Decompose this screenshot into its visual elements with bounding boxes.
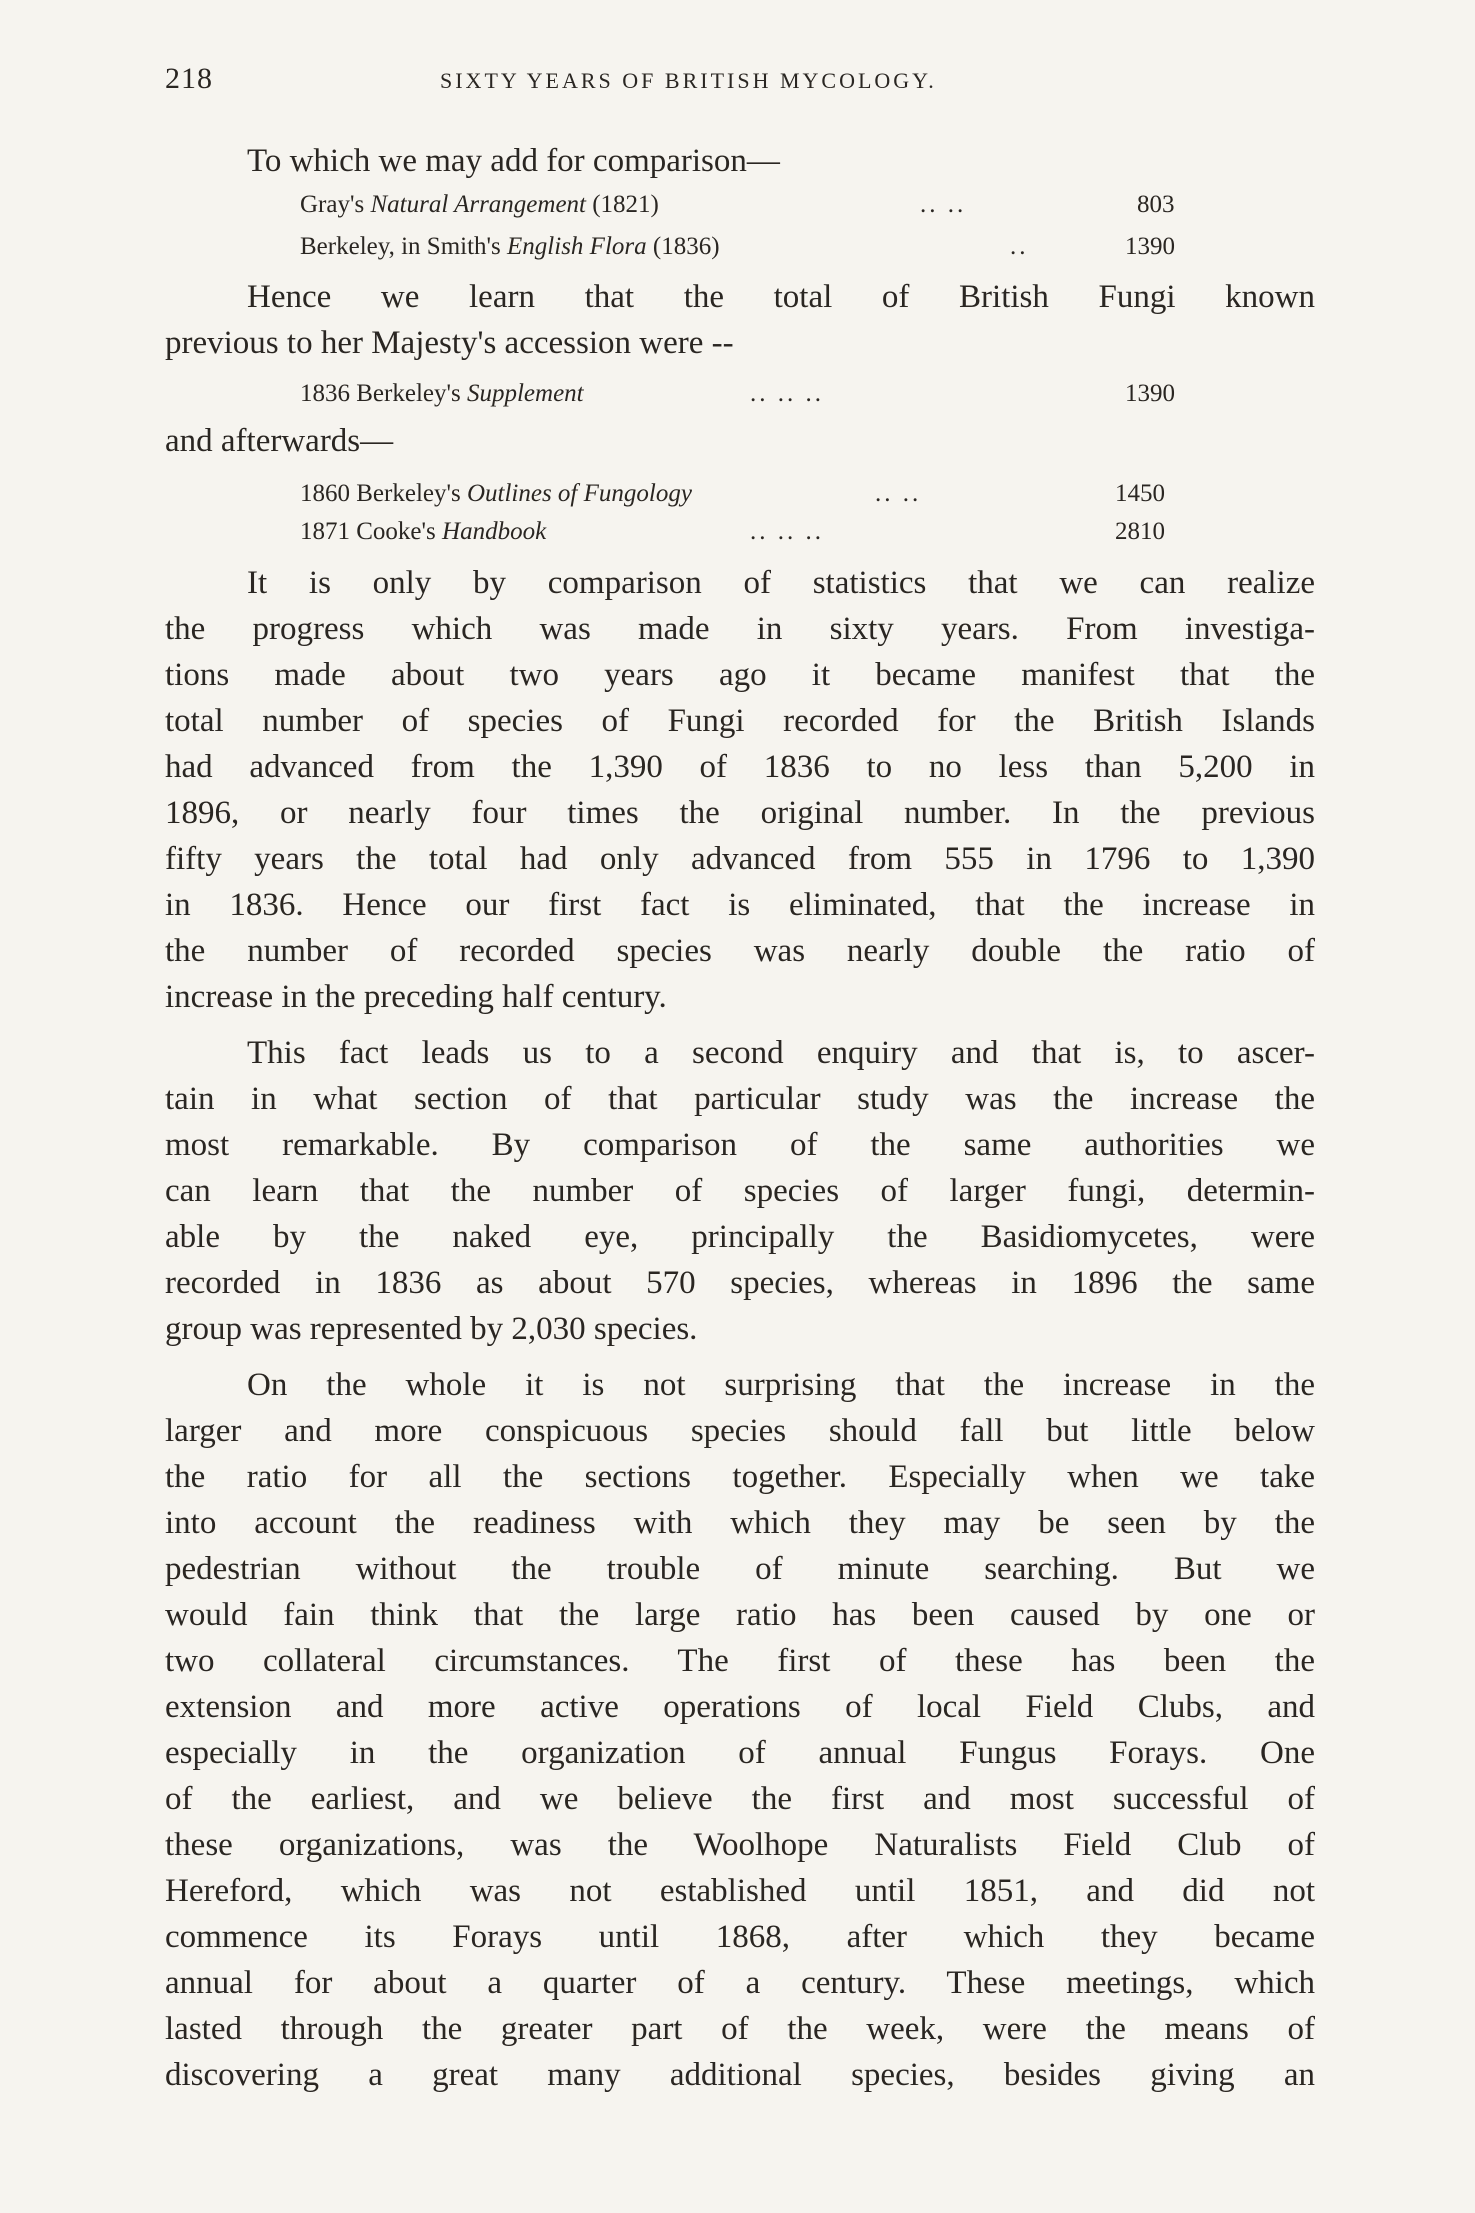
text-line: fifty years the total had only advanced from 555 in 1796 to 1,390 xyxy=(165,841,1315,877)
text-line: able by the naked eye, principally the Basidiomycetes, were xyxy=(165,1219,1315,1255)
text-line: the number of recorded species was nearly double the ratio of xyxy=(165,933,1315,969)
text-line: total number of species of Fungi recorded for the British Islands xyxy=(165,703,1315,739)
text-line: would fain think that the large ratio has been caused by one or xyxy=(165,1597,1315,1633)
text-line: most remarkable. By comparison of the same authorities we xyxy=(165,1127,1315,1163)
text-line: commence its Forays until 1868, after which they became xyxy=(165,1919,1315,1955)
text-line: and afterwards— xyxy=(165,423,394,459)
leader-dots: .. .. .. xyxy=(750,380,824,407)
text-line: group was represented by 2,030 species. xyxy=(165,1311,698,1347)
text-line: increase in the preceding half century. xyxy=(165,979,667,1015)
row-value: 1450 xyxy=(1115,480,1165,507)
text-line: pedestrian without the trouble of minute searching. But we xyxy=(165,1551,1315,1587)
row-label: 1871 Cooke's Handbook xyxy=(300,518,547,545)
text-line: tain in what section of that particular study was the increase the xyxy=(165,1081,1315,1117)
text-line: extension and more active operations of local Field Clubs, and xyxy=(165,1689,1315,1725)
text-line: It is only by comparison of statistics that we can realize xyxy=(247,565,1315,601)
text-line: into account the readiness with which they may be seen by the xyxy=(165,1505,1315,1541)
text-line: can learn that the number of species of larger fungi, determin- xyxy=(165,1173,1315,1209)
row-value: 1390 xyxy=(1125,380,1175,407)
leader-dots: .. .. .. xyxy=(750,518,824,545)
text-line: Hence we learn that the total of British Fungi known xyxy=(247,279,1315,315)
row-value: 1390 xyxy=(1125,233,1175,260)
text-line: especially in the organization of annual Fungus Forays. One xyxy=(165,1735,1315,1771)
text-line: in 1836. Hence our first fact is eliminated, that the increase in xyxy=(165,887,1315,923)
text-line: 1896, or nearly four times the original number. In the previous xyxy=(165,795,1315,831)
text-line: the progress which was made in sixty years. From investiga- xyxy=(165,611,1315,647)
text-line: two collateral circumstances. The first of these has been the xyxy=(165,1643,1315,1679)
text-line: discovering a great many additional species, besides giving an xyxy=(165,2057,1315,2093)
text-line: tions made about two years ago it became manifest that the xyxy=(165,657,1315,693)
text-line: This fact leads us to a second enquiry and that is, to ascer- xyxy=(247,1035,1315,1071)
text-line: On the whole it is not surprising that the increase in the xyxy=(247,1367,1315,1403)
text-line: of the earliest, and we believe the first and most successful of xyxy=(165,1781,1315,1817)
page-header xyxy=(165,62,1315,102)
text-line: these organizations, was the Woolhope Naturalists Field Club of xyxy=(165,1827,1315,1863)
leader-dots: .. .. xyxy=(875,480,922,507)
leader-dots: .. .. xyxy=(920,191,967,218)
leader-dots: .. xyxy=(1010,233,1029,260)
text-line: previous to her Majesty's accession were -- xyxy=(165,325,734,361)
text-line: had advanced from the 1,390 of 1836 to no less than 5,200 in xyxy=(165,749,1315,785)
comparison-intro: To which we may add for comparison— xyxy=(247,143,780,179)
text-line: the ratio for all the sections together. Especially when we take xyxy=(165,1459,1315,1495)
text-line: Hereford, which was not established until 1851, and did not xyxy=(165,1873,1315,1909)
text-line: lasted through the greater part of the week, were the means of xyxy=(165,2011,1315,2047)
text-line: annual for about a quarter of a century. These meetings, which xyxy=(165,1965,1315,2001)
row-value: 803 xyxy=(1137,191,1175,218)
page-number: 218 xyxy=(165,62,213,95)
row-label: 1860 Berkeley's Outlines of Fungology xyxy=(300,480,692,507)
row-label: Gray's Natural Arrangement (1821) xyxy=(300,191,659,218)
text-line: recorded in 1836 as about 570 species, whereas in 1896 the same xyxy=(165,1265,1315,1301)
text-line: larger and more conspicuous species should fall but little below xyxy=(165,1413,1315,1449)
row-label: 1836 Berkeley's Supplement xyxy=(300,380,584,407)
row-label: Berkeley, in Smith's English Flora (1836) xyxy=(300,233,720,260)
row-value: 2810 xyxy=(1115,518,1165,545)
running-title: SIXTY YEARS OF BRITISH MYCOLOGY. xyxy=(440,68,937,93)
